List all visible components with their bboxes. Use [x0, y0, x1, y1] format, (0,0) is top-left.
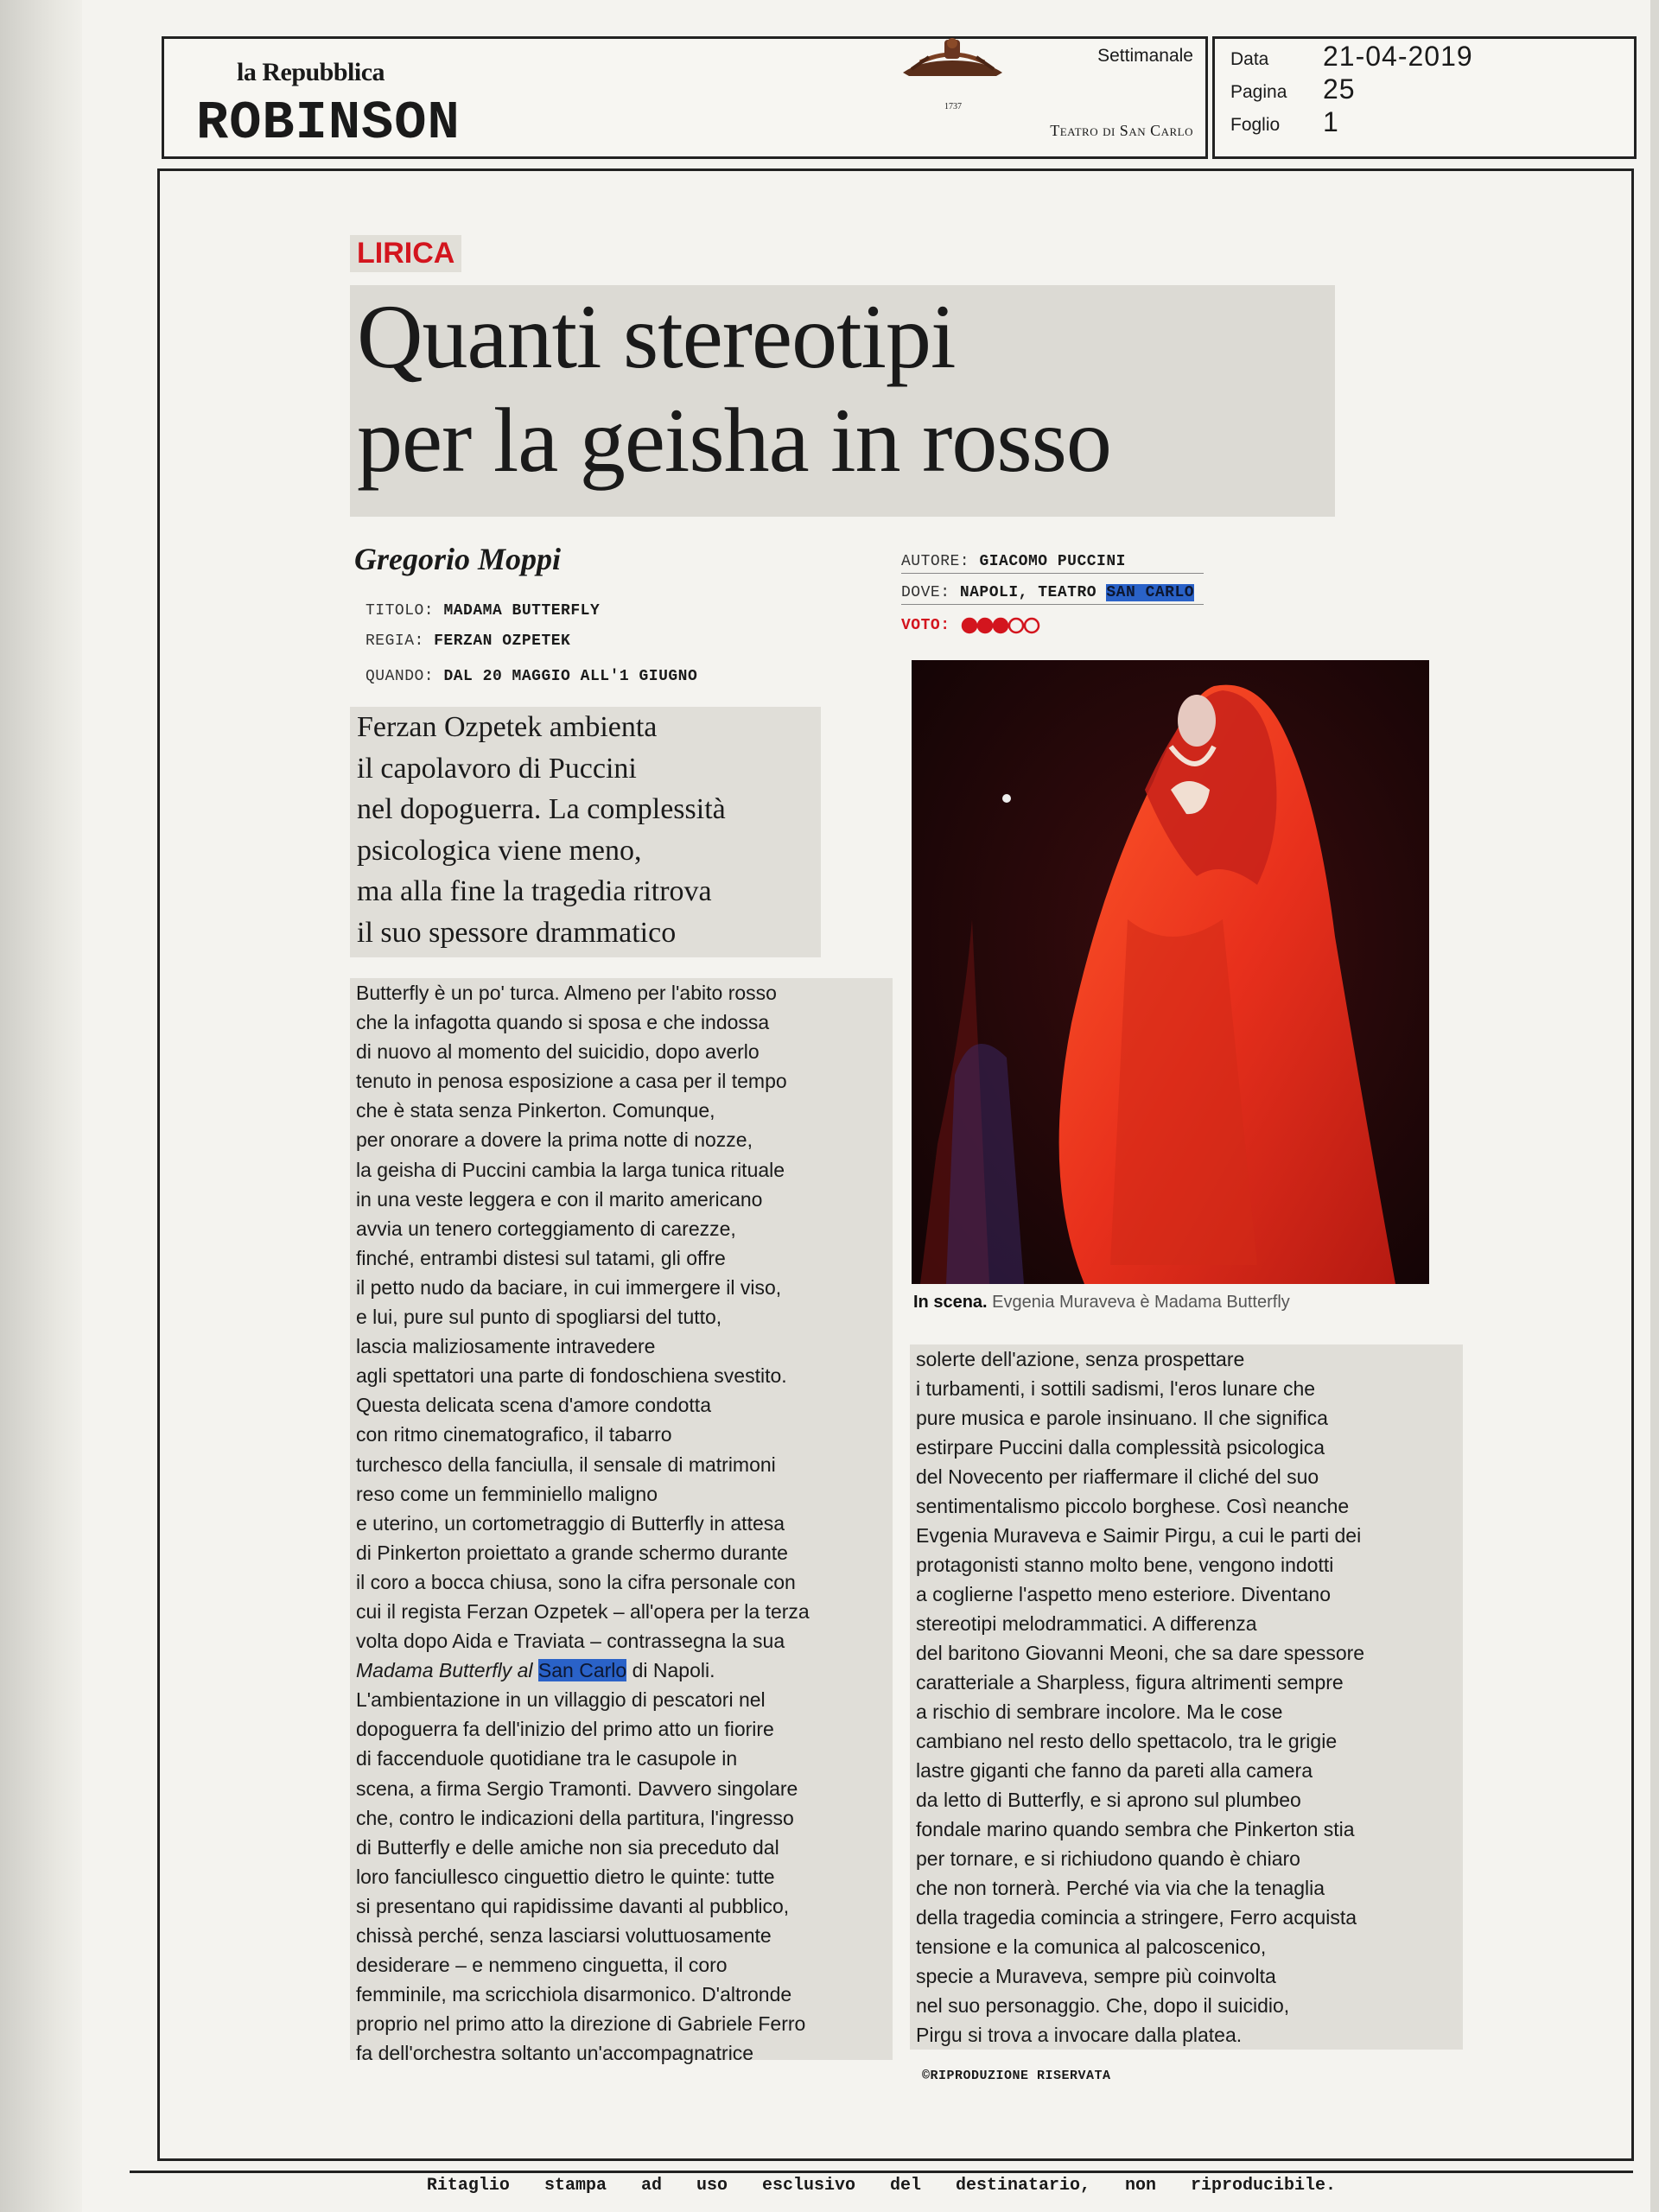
body-line: reso come un femminiello maligno — [356, 1482, 658, 1505]
section-kicker: LIRICA — [350, 235, 461, 272]
body-line: con ritmo cinematografico, il tabarro — [356, 1423, 672, 1446]
subheadline — [350, 707, 821, 957]
dek-line: ma alla fine la tragedia ritrova — [357, 875, 712, 907]
footer-rule — [130, 2171, 1633, 2173]
body-line: turchesco della fanciulla, il sensale di matrimoni — [356, 1452, 776, 1476]
meta-composer — [901, 553, 1204, 574]
body-line: della tragedia comincia a stringere, Ferro acquista — [916, 1906, 1357, 1929]
italic-title: Madama Butterfly al — [356, 1659, 538, 1682]
meta-label: QUANDO: — [365, 668, 435, 685]
meta-value: FERZAN OZPETEK — [434, 632, 571, 650]
dek-line: nel dopoguerra. La complessità — [357, 793, 726, 825]
body-line: fondale marino quando sembra che Pinkerton stia — [916, 1818, 1355, 1840]
meta-director — [365, 632, 570, 650]
body-line: lascia maliziosamente intravedere — [356, 1335, 656, 1358]
body-line: di Butterfly e delle amiche non sia preceduto dal — [356, 1835, 779, 1859]
headline-line: per la geisha in rosso — [357, 390, 1111, 491]
rating-dot-filled — [978, 619, 992, 632]
theatre-year: 1737 — [944, 102, 962, 111]
body-line: avvia un tenero corteggiamento di carezze, — [356, 1217, 736, 1240]
body-line: il petto nudo da baciare, in cui immergere il viso, — [356, 1275, 782, 1299]
rating-dot-filled — [994, 619, 1007, 632]
body-line: finché, entrambi distesi sul tatami, gli offre — [356, 1246, 726, 1269]
rating-dot-filled — [963, 619, 976, 632]
copyright-notice: ©RIPRODUZIONE RISERVATA — [922, 2069, 1111, 2083]
theatre-crest-icon — [894, 35, 1011, 79]
body-line: si presentano qui rapidissime davanti al pubblico, — [356, 1894, 790, 1917]
body-line: per tornare, e si richiudono quando è chiaro — [916, 1847, 1300, 1870]
date-value: 21-04-2019 — [1323, 41, 1473, 72]
footer-disclaimer: Ritaglio stampa ad uso esclusivo del destinatario, non riproducibile. — [426, 2176, 1337, 2196]
body-column-left — [350, 978, 893, 2065]
body-line: il coro a bocca chiusa, sono la cifra personale con — [356, 1570, 796, 1593]
meta-label: REGIA: — [365, 632, 424, 650]
sheet-value: 1 — [1323, 106, 1339, 137]
meta-value: DAL 20 MAGGIO ALL'1 GIUGNO — [443, 668, 698, 685]
supplement-logo: ROBINSON — [196, 92, 461, 154]
body-line: L'ambientazione in un villaggio di pescatori nel — [356, 1688, 766, 1712]
body-line: da letto di Butterfly, e si aprono sul plumbeo — [916, 1789, 1301, 1811]
frequency-label: Settimanale — [1097, 46, 1193, 66]
body-line: di faccenduole quotidiane tra le casupole in — [356, 1747, 738, 1770]
body-line: specie a Muraveva, sempre più coinvolta — [916, 1965, 1276, 1987]
body-line: e lui, pure sul punto di spogliarsi del tutto, — [356, 1306, 722, 1329]
body-line: in una veste leggera e con il marito americano — [356, 1187, 763, 1211]
body-line: fa dell'orchestra soltanto un'accompagnatrice — [356, 2042, 754, 2065]
page-label: Pagina — [1230, 82, 1287, 102]
meta-title — [365, 602, 600, 620]
body-line: i turbamenti, i sottili sadismi, l'eros lunare che — [916, 1377, 1316, 1400]
meta-value: NAPOLI, TEATRO — [959, 584, 1097, 601]
body-line: e uterino, un cortometraggio di Butterfly in attesa — [356, 1511, 785, 1535]
body-line: stereotipi melodrammatici. A differenza — [916, 1612, 1257, 1635]
headline — [350, 285, 1335, 517]
body-line: femminile, ma scricchiola disarmonico. D'altronde — [356, 1983, 792, 2006]
caption-text: Evgenia Muraveva è Madama Butterfly — [987, 1293, 1290, 1312]
body-line: loro fanciullesco cinguettio dietro le quinte: tutte — [356, 1865, 775, 1888]
body-line: cambiano nel resto dello spettacolo, tra le grigie — [916, 1730, 1338, 1752]
masthead-box — [162, 36, 1208, 159]
body-line: scena, a firma Sergio Tramonti. Davvero singolare — [356, 1777, 798, 1800]
body-line: di nuovo al momento del suicidio, dopo averlo — [356, 1040, 760, 1064]
body-line: Evgenia Muraveva e Saimir Pirgu, a cui le parti dei — [916, 1524, 1362, 1547]
date-label: Data — [1230, 49, 1269, 69]
rating-dot-empty — [1025, 619, 1039, 632]
meta-where — [901, 584, 1204, 605]
body-line: a rischio di sembrare incolore. Ma le cose — [916, 1700, 1283, 1723]
body-line: che la infagotta quando si sposa e che indossa — [356, 1011, 770, 1034]
dek-line: il capolavoro di Puccini — [357, 752, 637, 785]
body-line: cui il regista Ferzan Ozpetek – all'opera per la terza — [356, 1599, 810, 1623]
body-line: di Pinkerton proiettato a grande schermo durante — [356, 1541, 788, 1564]
rating-dot-empty — [1009, 619, 1023, 632]
body-line: a coglierne l'aspetto meno esteriore. Diventano — [916, 1583, 1332, 1605]
date-box — [1212, 36, 1637, 159]
meta-label: AUTORE: — [901, 553, 970, 570]
vote-rating — [961, 615, 1134, 638]
headline-line: Quanti stereotipi — [357, 286, 956, 387]
body-line: dopoguerra fa dell'inizio del primo atto un fiorire — [356, 1718, 774, 1741]
body-line: Butterfly è un po' turca. Almeno per l'abito rosso — [356, 982, 777, 1004]
body-line: caratteriale a Sharpless, figura altrimenti sempre — [916, 1671, 1344, 1694]
body-column-right — [910, 1344, 1463, 2050]
meta-value: MADAMA BUTTERFLY — [443, 602, 601, 620]
body-line: Questa delicata scena d'amore condotta — [356, 1394, 711, 1417]
body-line: che è stata senza Pinkerton. Comunque, — [356, 1099, 715, 1122]
caption-bold: In scena. — [913, 1293, 988, 1312]
body-fragment: di Napoli. — [626, 1659, 715, 1682]
body-line: desiderare – e nemmeno cinguetta, il coro — [356, 1954, 728, 1977]
body-line: Pirgu si trova a invocare dalla platea. — [916, 2024, 1243, 2046]
body-line: sentimentalismo piccolo borghese. Così neanche — [916, 1495, 1350, 1517]
publication-logo: la Repubblica — [237, 58, 385, 86]
performance-photo — [912, 660, 1429, 1284]
venue-highlight: SAN CARLO — [1106, 584, 1195, 601]
body-line: agli spettatori una parte di fondoschiena svestito. — [356, 1364, 787, 1388]
meta-vote — [901, 617, 950, 634]
body-line: chissà perché, senza lasciarsi voluttuosamente — [356, 1924, 772, 1947]
page-edge-shadow — [0, 0, 82, 2212]
sheet-label: Foglio — [1230, 115, 1281, 135]
body-line: la geisha di Puccini cambia la larga tunica rituale — [356, 1158, 785, 1181]
body-line: lastre giganti che fanno da pareti alla camera — [916, 1759, 1313, 1782]
body-line: estirpare Puccini dalla complessità psicologica — [916, 1436, 1325, 1459]
body-line: del baritono Giovanni Meoni, che sa dare spessore — [916, 1642, 1365, 1664]
body-line: protagonisti stanno molto bene, vengono indotti — [916, 1554, 1334, 1576]
page-value: 25 — [1323, 73, 1356, 105]
body-line: volta dopo Aida e Traviata – contrassegna la sua — [356, 1630, 785, 1653]
body-line: del Novecento per riaffermare il cliché del suo — [916, 1465, 1319, 1488]
body-line — [350, 1656, 893, 1685]
photo-caption — [913, 1293, 1290, 1313]
body-line: nel suo personaggio. Che, dopo il suicidio, — [916, 1994, 1290, 2017]
body-line: che, contro le indicazioni della partitura, l'ingresso — [356, 1806, 794, 1829]
dek-line: Ferzan Ozpetek ambienta — [357, 711, 658, 743]
body-line: tensione e la comunica al palcoscenico, — [916, 1936, 1267, 1958]
dek-line: il suo spessore drammatico — [357, 916, 677, 949]
body-line: tenuto in penosa esposizione a casa per il tempo — [356, 1070, 787, 1093]
meta-value: GIACOMO PUCCINI — [979, 553, 1126, 570]
body-line: per onorare a dovere la prima notte di nozze, — [356, 1128, 753, 1152]
vote-label: VOTO: — [901, 617, 950, 634]
meta-when — [365, 668, 697, 685]
body-line: solerte dell'azione, senza prospettare — [916, 1348, 1245, 1370]
byline: Gregorio Moppi — [354, 542, 562, 576]
body-line: proprio nel primo atto la direzione di Gabriele Ferro — [356, 2012, 806, 2036]
body-line: che non tornerà. Perché via via che la tenaglia — [916, 1877, 1325, 1899]
meta-label: TITOLO: — [365, 602, 435, 620]
body-line: pure musica e parole insinuano. Il che significa — [916, 1407, 1328, 1429]
dek-line: psicologica viene meno, — [357, 834, 642, 867]
meta-label: DOVE: — [901, 584, 950, 601]
theatre-name: Teatro di San Carlo — [1050, 122, 1193, 139]
venue-highlight: San Carlo — [537, 1659, 627, 1682]
